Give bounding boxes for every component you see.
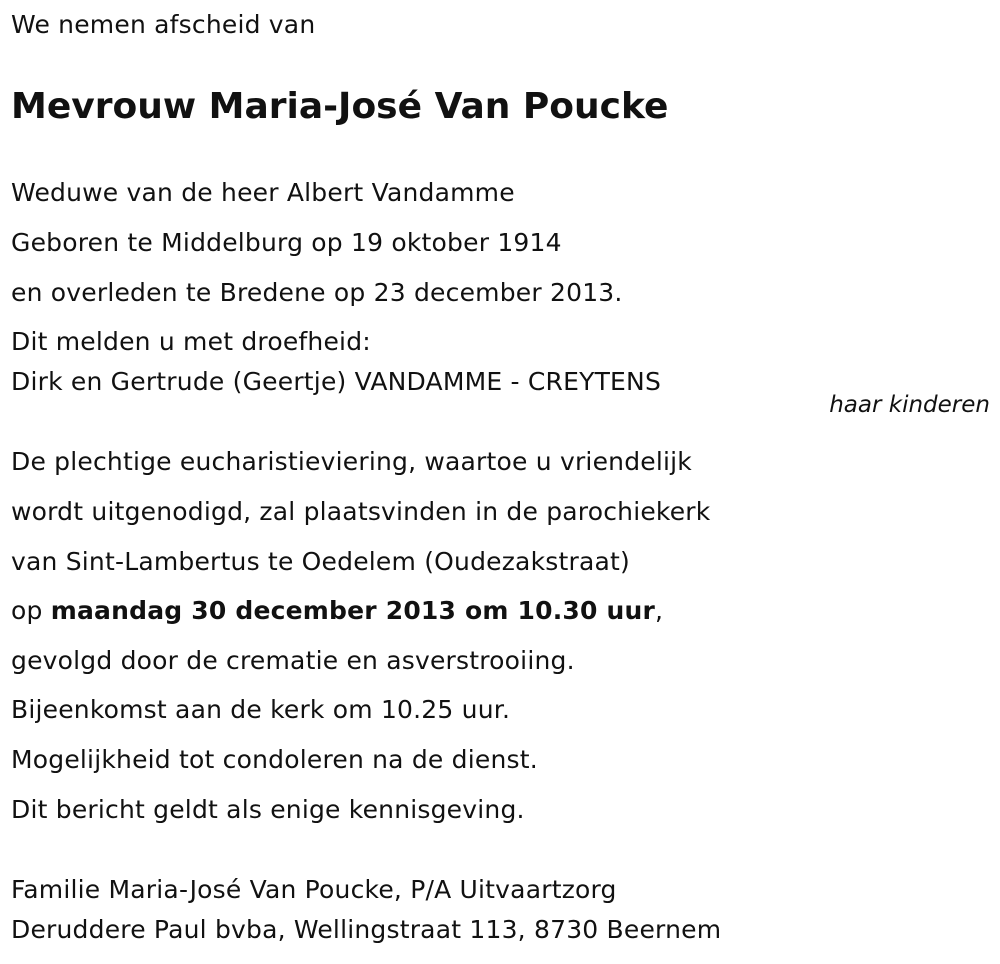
service-date-line: [11, 596, 663, 626]
contact-line-1: Familie Maria-José Van Poucke, P/A Uitvaartzorg: [11, 875, 617, 904]
service-line-2: wordt uitgenodigd, zal plaatsvinden in de parochiekerk: [11, 497, 711, 526]
service-date: maandag 30 december 2013 om 10.30 uur: [50, 596, 656, 625]
service-line-3: van Sint-Lambertus te Oedelem (Oudezakstraat): [11, 547, 630, 576]
widow-line: Weduwe van de heer Albert Vandamme: [11, 178, 515, 207]
service-line-1: De plechtige eucharistieviering, waartoe u vriendelijk: [11, 447, 692, 476]
contact-line-2: Deruddere Paul bvba, Wellingstraat 113, 8730 Beernem: [11, 915, 722, 944]
announce-line: Dit melden u met droefheid:: [11, 327, 371, 356]
service-line-5: gevolgd door de crematie en asverstrooiing.: [11, 646, 575, 675]
deceased-name: Mevrouw Maria-José Van Poucke: [11, 86, 669, 127]
service-line-6: Bijeenkomst aan de kerk om 10.25 uur.: [11, 695, 511, 724]
service-line-8: Dit bericht geldt als enige kennisgeving.: [11, 795, 525, 824]
death-line: en overleden te Bredene op 23 december 2013.: [11, 278, 623, 307]
service-line-7: Mogelijkheid tot condoleren na de dienst.: [11, 745, 538, 774]
service-date-prefix: op: [11, 596, 51, 625]
service-date-suffix: ,: [655, 596, 664, 625]
children-role: haar kinderen: [829, 392, 990, 418]
birth-line: Geboren te Middelburg op 19 oktober 1914: [11, 228, 562, 257]
intro-text: We nemen afscheid van: [11, 10, 316, 39]
children-names: Dirk en Gertrude (Geertje) VANDAMME - CREYTENS: [11, 367, 662, 396]
